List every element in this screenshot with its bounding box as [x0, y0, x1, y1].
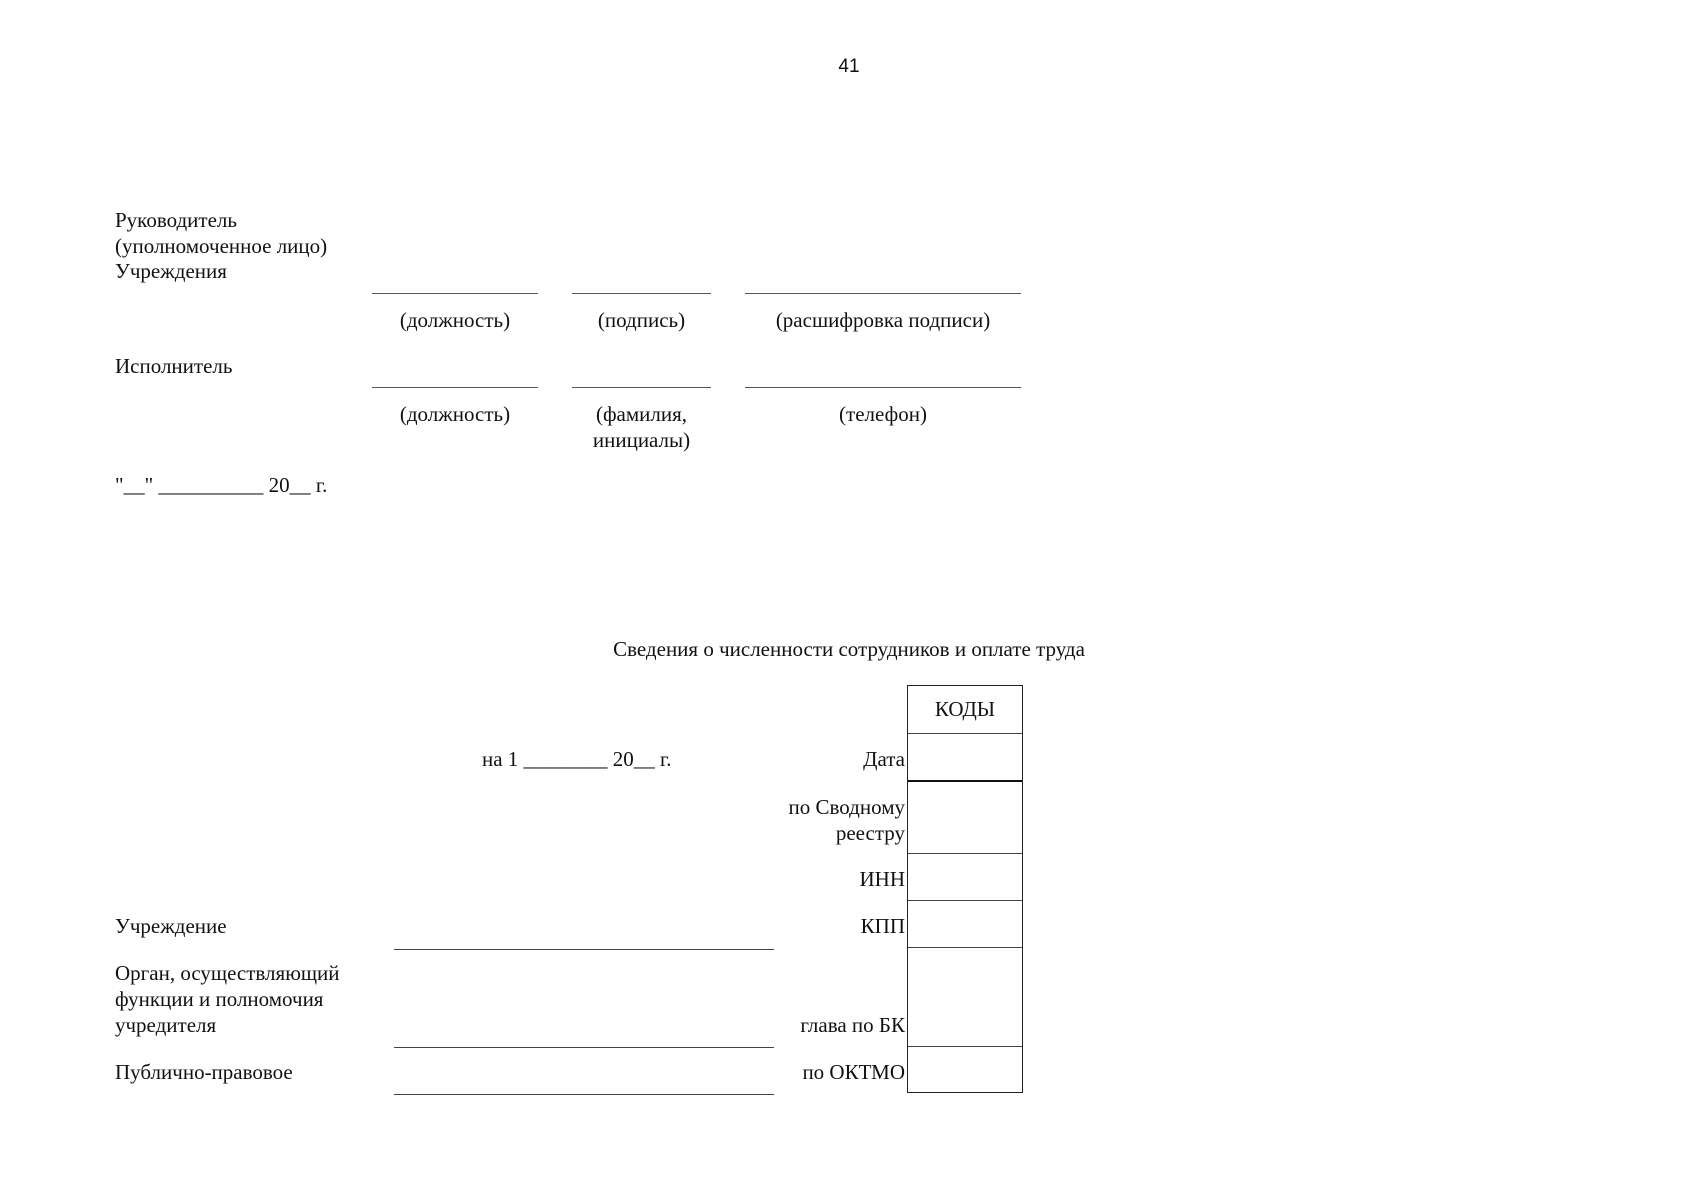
- code-cell-oktmo[interactable]: [908, 1046, 1022, 1092]
- head-label-line-2: (уполномоченное лицо): [115, 234, 328, 258]
- code-label-registry-line-2: реестру: [835, 821, 905, 845]
- head-label-line-3: Учреждения: [115, 259, 227, 283]
- executor-phone-line[interactable]: [745, 387, 1021, 388]
- head-decoding-caption: (расшифровка подписи): [775, 308, 991, 332]
- public-entity-input-line[interactable]: [394, 1094, 774, 1095]
- head-signature-caption: (подпись): [597, 308, 686, 332]
- head-signature-line[interactable]: [572, 293, 711, 294]
- organ-input-line[interactable]: [394, 1047, 774, 1048]
- code-cell-registry[interactable]: [908, 780, 1022, 853]
- code-cell-date[interactable]: [908, 733, 1022, 780]
- codes-header: КОДЫ: [934, 697, 996, 721]
- head-decoding-line[interactable]: [745, 293, 1021, 294]
- code-label-chapter-bk: глава по БК: [800, 1013, 905, 1037]
- code-label-kpp: КПП: [860, 914, 905, 938]
- code-label-oktmo: по ОКТМО: [802, 1060, 905, 1084]
- codes-table: [907, 685, 1023, 1093]
- code-cell-chapter-bk[interactable]: [908, 947, 1022, 1046]
- executor-name-caption-line-2: инициалы): [592, 428, 691, 452]
- head-position-caption: (должность): [399, 308, 511, 332]
- executor-label: Исполнитель: [115, 354, 233, 378]
- head-label-line-1: Руководитель: [115, 208, 237, 232]
- institution-input-line[interactable]: [394, 949, 774, 950]
- executor-position-line[interactable]: [372, 387, 538, 388]
- field-label-organ-line-1: Орган, осуществляющий: [115, 961, 340, 985]
- page-number: 41: [838, 56, 860, 77]
- executor-name-line[interactable]: [572, 387, 711, 388]
- code-cell-inn[interactable]: [908, 853, 1022, 900]
- executor-position-caption: (должность): [399, 402, 511, 426]
- form-title: Сведения о численности сотрудников и оплате труда: [613, 637, 1085, 661]
- field-label-organ-line-2: функции и полномочия: [115, 987, 324, 1011]
- code-label-inn: ИНН: [859, 867, 905, 891]
- report-date-line[interactable]: на 1 ________ 20__ г.: [482, 747, 672, 771]
- signature-date-line[interactable]: "__" __________ 20__ г.: [115, 473, 328, 497]
- code-label-date: Дата: [863, 747, 905, 771]
- field-label-institution: Учреждение: [115, 914, 227, 938]
- head-position-line[interactable]: [372, 293, 538, 294]
- field-label-public-entity: Публично-правовое: [115, 1060, 293, 1084]
- code-cell-kpp[interactable]: [908, 900, 1022, 947]
- executor-name-caption-line-1: (фамилия,: [595, 402, 688, 426]
- executor-phone-caption: (телефон): [839, 402, 927, 426]
- code-label-registry-line-1: по Сводному: [788, 795, 905, 819]
- field-label-organ-line-3: учредителя: [115, 1013, 217, 1037]
